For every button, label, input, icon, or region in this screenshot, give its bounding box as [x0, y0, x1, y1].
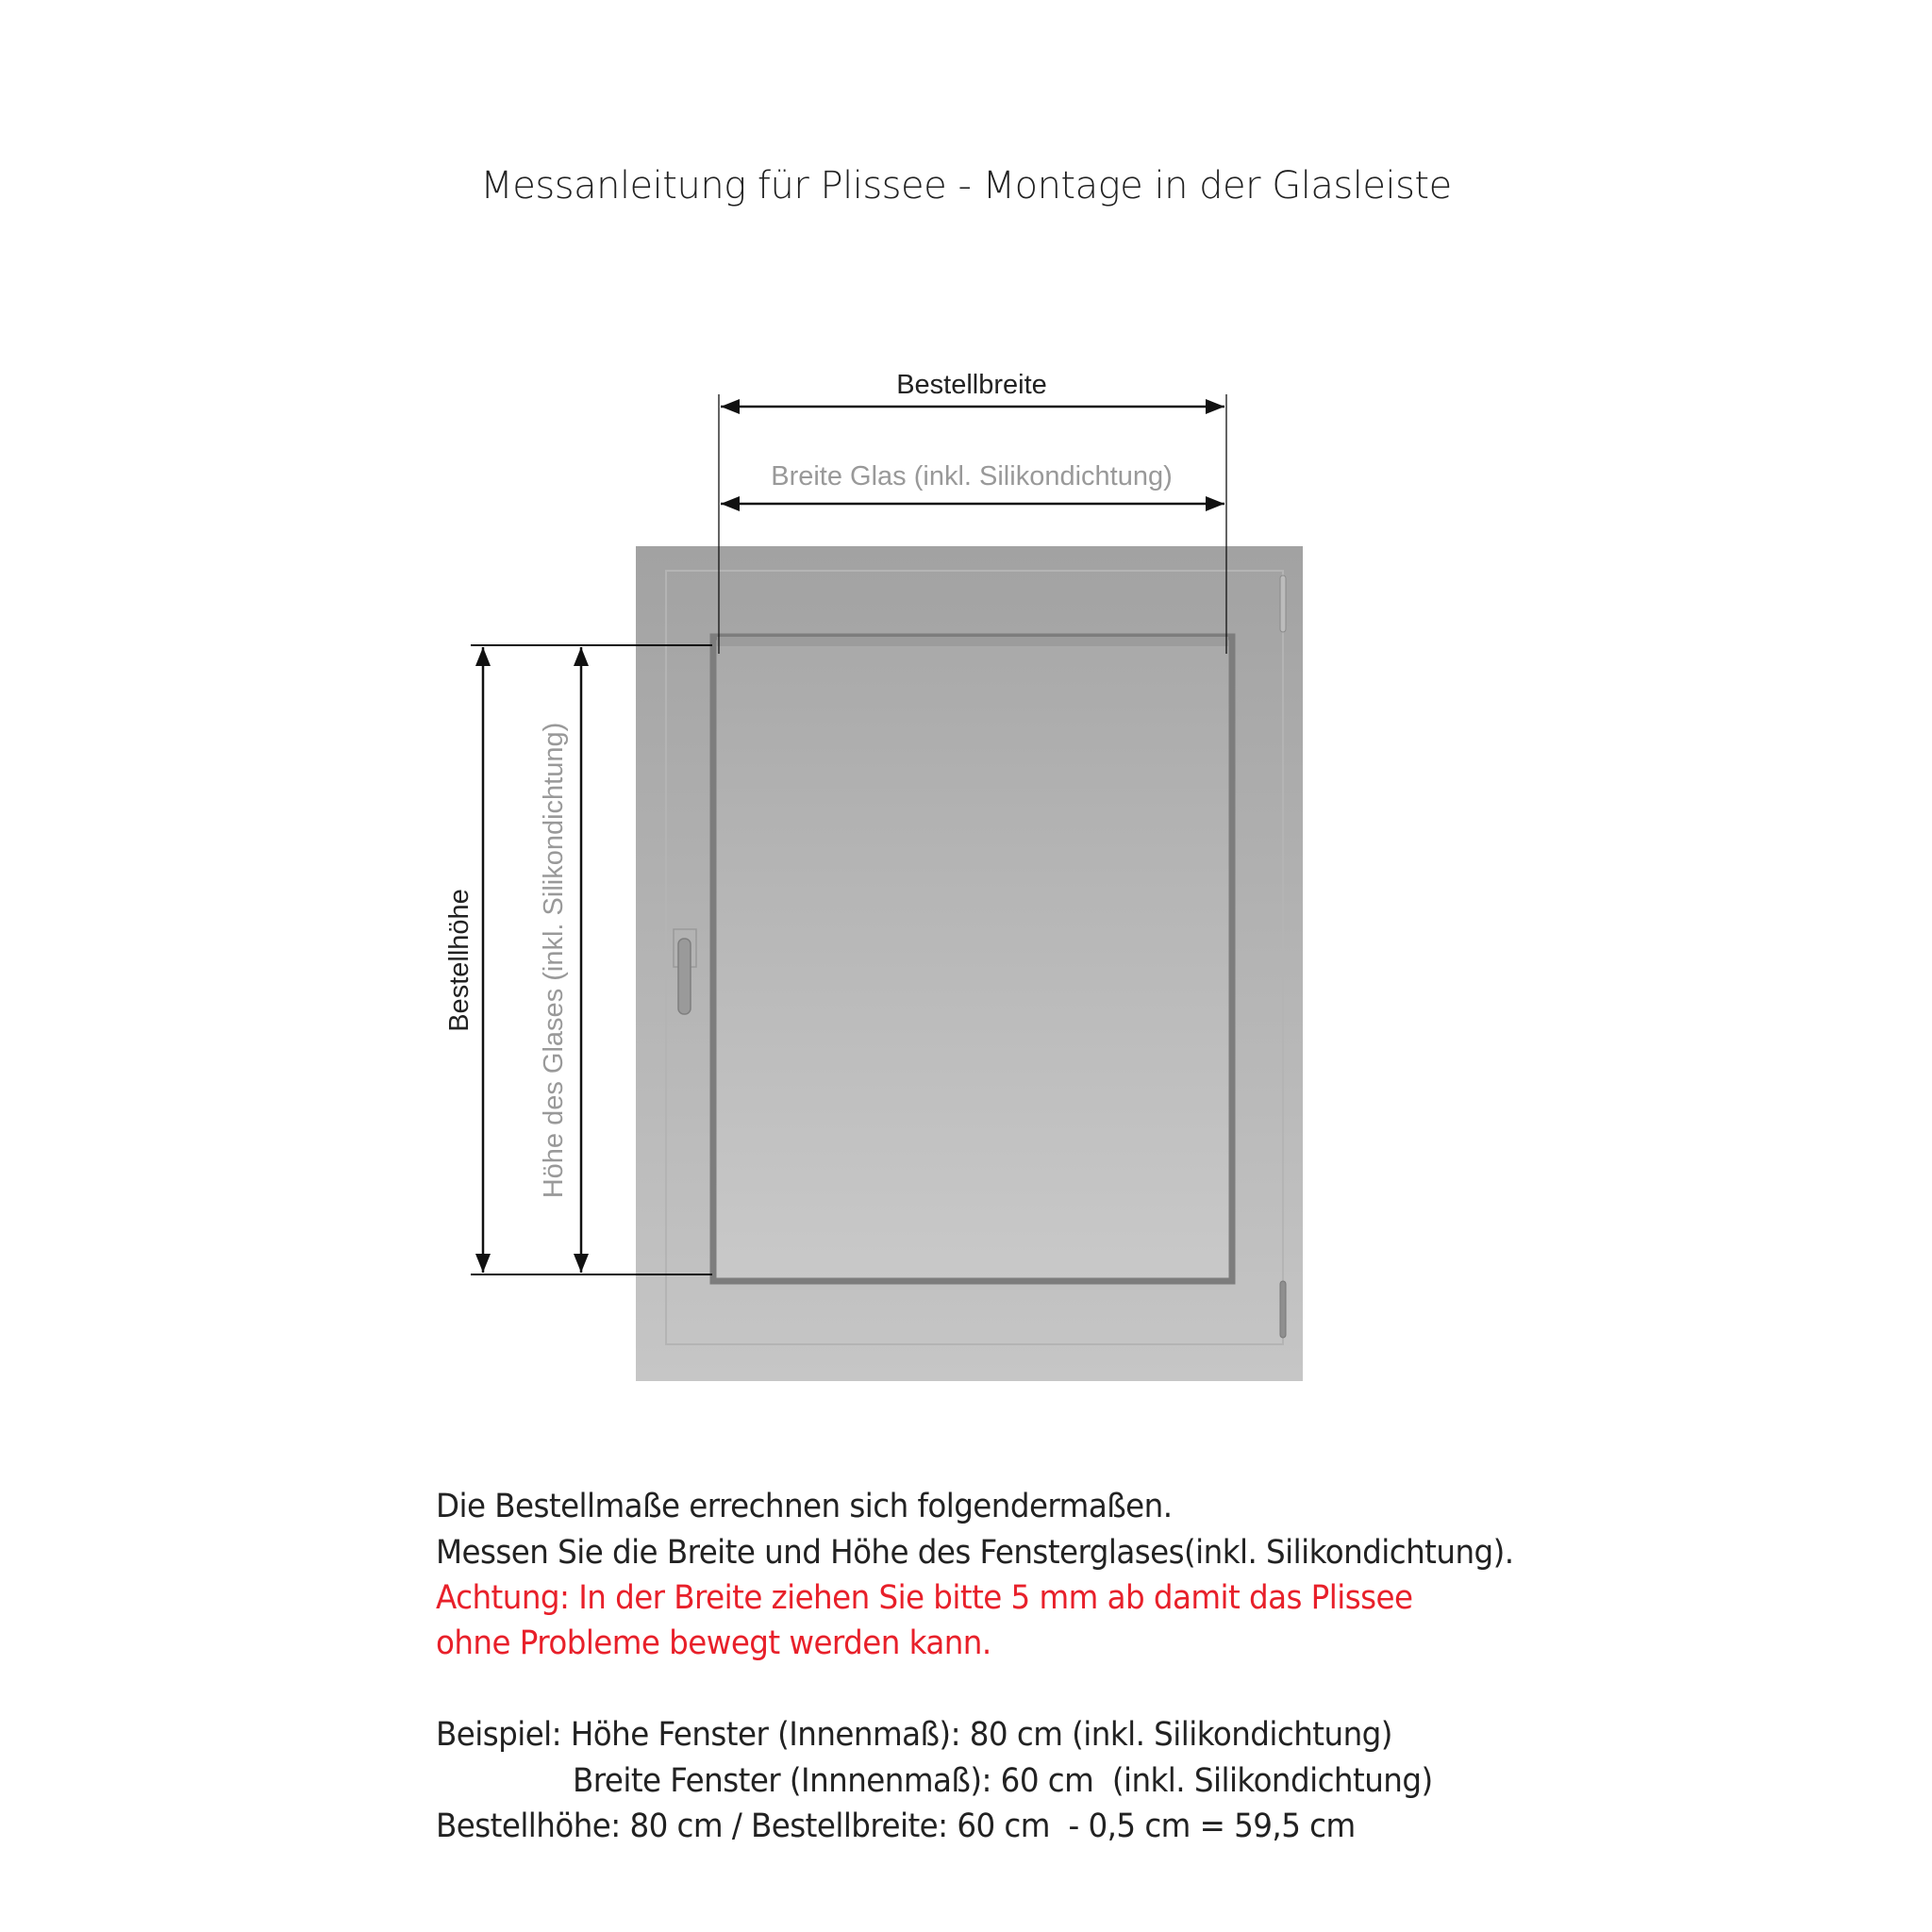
glass-height-label: Höhe des Glases (inkl. Silikondichtung) — [539, 722, 569, 1199]
example-line: Beispiel: Höhe Fenster (Innenmaß): 80 cm (inkl. Silikondichtung) — [436, 1716, 1392, 1754]
instruction-line: Messen Sie die Breite und Höhe des Fensterglases(inkl. Silikondichtung). — [436, 1534, 1514, 1572]
glass-pane — [713, 637, 1232, 1281]
order-width-label: Bestellbreite — [896, 370, 1047, 400]
example-line: Breite Fenster (Innnenmaß): 60 cm (inkl. Silikondichtung) — [573, 1762, 1433, 1800]
page-title: Messanleitung für Plissee - Montage in der Glasleiste — [480, 164, 1452, 208]
order-height-label: Bestellhöhe — [444, 889, 475, 1032]
warning-line: ohne Probleme bewegt werden kann. — [436, 1624, 991, 1662]
instruction-line: Die Bestellmaße errechnen sich folgendermaßen. — [436, 1488, 1173, 1525]
warning-line: Achtung: In der Breite ziehen Sie bitte 5 mm ab damit das Plissee — [436, 1579, 1413, 1617]
result-line: Bestellhöhe: 80 cm / Bestellbreite: 60 cm - 0,5 cm = 59,5 cm — [436, 1807, 1356, 1845]
glass-width-label: Breite Glas (inkl. Silikondichtung) — [771, 461, 1173, 491]
